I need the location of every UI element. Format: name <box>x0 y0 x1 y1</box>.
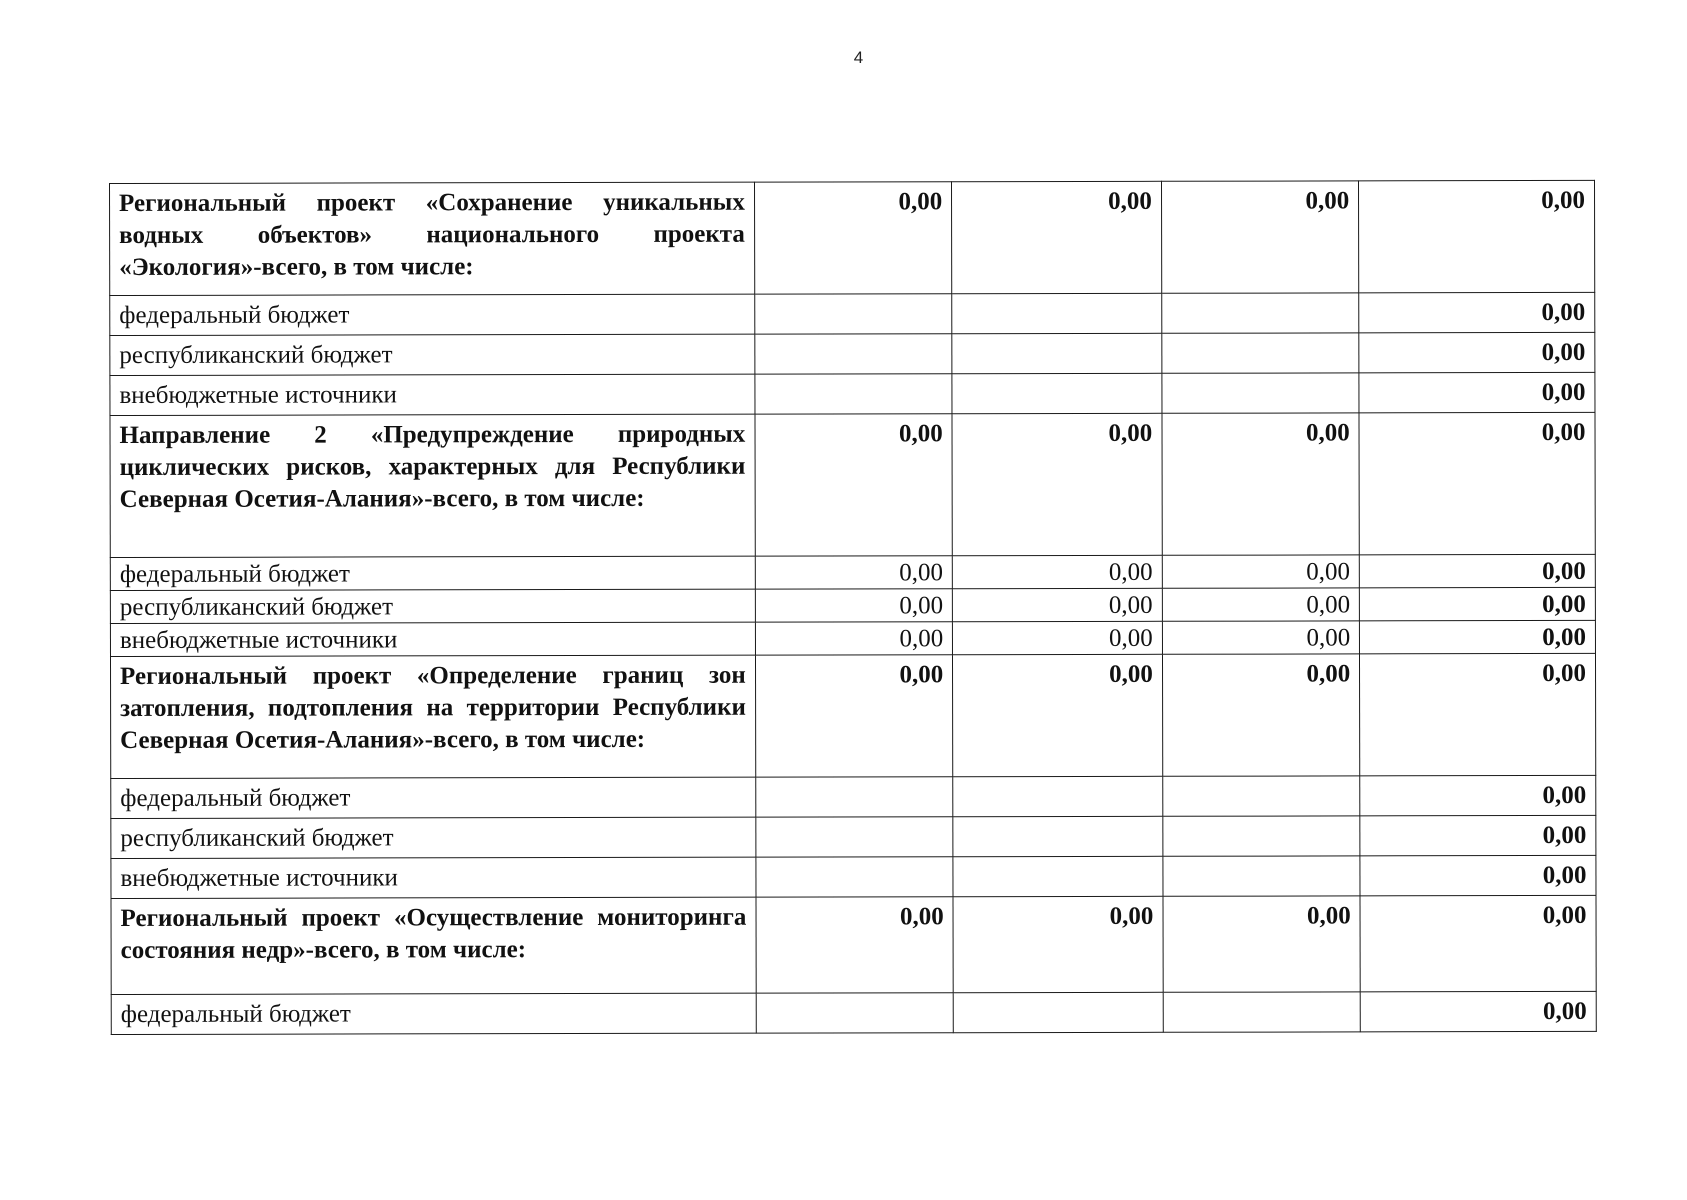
table-row-republican-budget <box>110 587 1595 623</box>
value-cell: 0,00 <box>755 655 953 777</box>
table-row-direction-2 <box>110 412 1595 557</box>
value-cell: 0,00 <box>1162 654 1360 776</box>
value-cell: 0,00 <box>1162 621 1360 654</box>
value-cell: 0,00 <box>953 896 1163 992</box>
row-label: внебюджетные источники <box>110 374 755 415</box>
row-label: внебюджетные источники <box>111 857 756 898</box>
total-cell: 0,00 <box>1360 653 1596 775</box>
budget-table <box>109 180 1597 1035</box>
total-cell: 0,00 <box>1360 855 1596 895</box>
total-cell: 0,00 <box>1360 587 1596 620</box>
value-cell <box>1161 293 1359 333</box>
value-cell <box>755 334 953 374</box>
value-cell: 0,00 <box>1162 555 1360 588</box>
value-cell: 0,00 <box>756 897 954 993</box>
row-label: республиканский бюджет <box>110 334 755 375</box>
total-cell: 0,00 <box>1360 775 1596 815</box>
value-cell <box>754 294 952 334</box>
table-row-extrabudgetary <box>110 372 1595 415</box>
value-cell <box>1163 992 1361 1032</box>
total-cell: 0,00 <box>1359 292 1595 332</box>
row-label: Региональный проект «Осуществление мониторинга состояния недр»-всего, в том числе: <box>111 897 756 994</box>
value-cell <box>953 816 1163 856</box>
row-label: республиканский бюджет <box>111 817 756 858</box>
value-cell: 0,00 <box>952 181 1162 293</box>
table-row-federal-budget <box>110 554 1595 590</box>
total-cell: 0,00 <box>1359 372 1595 412</box>
total-cell: 0,00 <box>1360 991 1596 1031</box>
row-label: Региональный проект «Определение границ зон затопления, подтопления на территории Республики Северная Осетия-Алания»-всего, в том числе: <box>110 655 755 778</box>
value-cell: 0,00 <box>953 621 1163 654</box>
table-row-regional-project-subsoil <box>111 895 1596 994</box>
total-cell: 0,00 <box>1360 554 1596 587</box>
value-cell <box>1163 816 1361 856</box>
total-cell: 0,00 <box>1360 815 1596 855</box>
value-cell <box>953 992 1163 1032</box>
total-cell: 0,00 <box>1360 895 1596 991</box>
value-cell: 0,00 <box>953 588 1163 621</box>
value-cell <box>1163 856 1361 896</box>
row-label: федеральный бюджет <box>111 777 756 818</box>
row-label: республиканский бюджет <box>110 589 755 623</box>
value-cell: 0,00 <box>755 414 953 556</box>
value-cell <box>756 993 954 1033</box>
row-label: федеральный бюджет <box>110 294 755 335</box>
row-label: Региональный проект «Сохранение уникальных водных объектов» национального проекта «Экология»-всего, в том числе: <box>110 182 755 295</box>
row-label: федеральный бюджет <box>111 993 756 1034</box>
value-cell <box>952 373 1162 413</box>
value-cell: 0,00 <box>755 622 953 655</box>
row-label: Направление 2 «Предупреждение природных циклических рисков, характерных для Республики Северная Осетия-Алания»-всего, в том числе: <box>110 414 755 557</box>
value-cell <box>952 293 1162 333</box>
table-row-regional-project-flood-zones <box>110 653 1595 778</box>
table-row-republican-budget <box>110 332 1595 375</box>
value-cell <box>756 777 954 817</box>
table-row-extrabudgetary <box>110 620 1595 656</box>
total-cell: 0,00 <box>1359 332 1595 372</box>
total-cell: 0,00 <box>1359 412 1595 554</box>
value-cell <box>756 817 954 857</box>
row-label: федеральный бюджет <box>110 556 755 590</box>
table-row-extrabudgetary <box>111 855 1596 898</box>
value-cell: 0,00 <box>754 182 952 294</box>
value-cell <box>756 857 954 897</box>
value-cell <box>952 333 1162 373</box>
value-cell: 0,00 <box>755 556 953 589</box>
table-row-regional-project-water <box>110 180 1595 295</box>
row-label: внебюджетные источники <box>110 622 755 656</box>
table-row-republican-budget <box>111 815 1596 858</box>
page-number: 4 <box>853 48 864 67</box>
value-cell: 0,00 <box>1163 896 1361 992</box>
value-cell <box>953 856 1163 896</box>
table-row-federal-budget <box>111 991 1596 1034</box>
table-row-federal-budget <box>111 775 1596 818</box>
value-cell: 0,00 <box>952 413 1162 555</box>
value-cell: 0,00 <box>755 589 953 622</box>
total-cell: 0,00 <box>1360 620 1596 653</box>
value-cell <box>1162 333 1360 373</box>
value-cell <box>755 374 953 414</box>
value-cell: 0,00 <box>953 555 1163 588</box>
value-cell: 0,00 <box>1162 588 1360 621</box>
total-cell: 0,00 <box>1359 180 1595 292</box>
value-cell: 0,00 <box>1162 413 1360 555</box>
value-cell <box>1162 373 1360 413</box>
value-cell: 0,00 <box>1161 181 1359 293</box>
value-cell <box>1163 776 1361 816</box>
value-cell: 0,00 <box>953 654 1163 776</box>
value-cell <box>953 776 1163 816</box>
table-row-federal-budget <box>110 292 1595 335</box>
